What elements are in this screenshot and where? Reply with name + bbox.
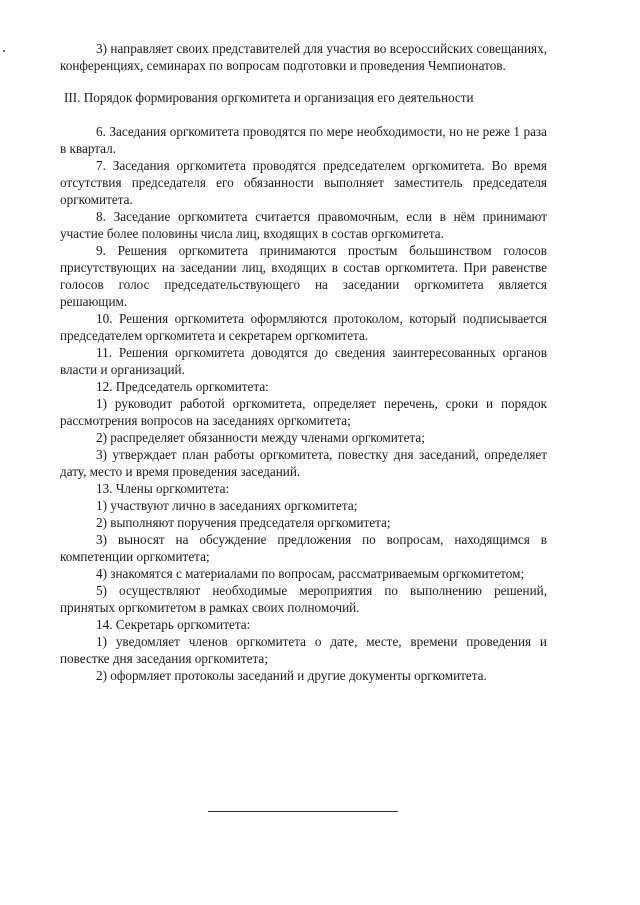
paragraph-12-item-3: 3) утверждает план работы оргкомитета, повестку дня заседаний, определяет дату, место и время проведения заседаний. — [60, 447, 547, 479]
paragraph-13-item-2: 2) выполняют поручения председателя оргкомитета; — [96, 515, 391, 530]
paragraph-14-item-2: 2) оформляет протоколы заседаний и другие документы оргкомитета. — [96, 668, 487, 683]
paragraph-7: 7. Заседания оргкомитета проводятся председателем оргкомитета. Во время отсутствия председателя его обязанности выполняет заместитель председателя оргкомитета. — [60, 158, 547, 207]
paragraph-12-item-1: 1) руководит работой оргкомитета, определяет перечень, сроки и порядок рассмотрения вопросов на заседаниях оргкомитета; — [60, 396, 547, 428]
paragraph-13-item-1: 1) участвуют лично в заседаниях оргкомитета; — [96, 498, 358, 513]
paragraph-10: 10. Решения оргкомитета оформляются протоколом, который подписывается председателем оргкомитета и секретарем оргкомитета. — [60, 311, 547, 343]
section-heading: III. Порядок формирования оргкомитета и организация его деятельности — [64, 90, 474, 105]
paragraph-13-item-3: 3) выносят на обсуждение предложения по вопросам, находящимся в компетенции оргкомитета; — [60, 532, 547, 564]
paragraph-13-item-5: 5) осуществляют необходимые мероприятия по выполнению решений, принятых оргкомитетом в рамках своих полномочий. — [60, 583, 547, 615]
paragraph-13-heading: 13. Члены оргкомитета: — [96, 481, 230, 496]
document-page — [60, 40, 547, 684]
scan-speck — [3, 50, 5, 52]
paragraph-13-item-4: 4) знакомятся с материалами по вопросам, рассматриваемым оргкомитетом; — [96, 566, 525, 581]
paragraph-14-heading: 14. Секретарь оргкомитета: — [96, 617, 251, 632]
paragraph-8: 8. Заседание оргкомитета считается правомочным, если в нём принимают участие более половины числа лиц, входящих в состав оргкомитета. — [60, 209, 547, 241]
end-divider-line — [208, 811, 398, 812]
paragraph-9: 9. Решения оргкомитета принимаются простым большинством голосов присутствующих на заседании лиц, входящих в состав оргкомитета. При равенстве голосов голос председательствующего на заседании оргкомитета является решающим. — [60, 243, 547, 309]
paragraph-item-3: 3) направляет своих представителей для участия во всероссийских совещаниях, конференциях, семинарах по вопросам подготовки и проведения Чемпионатов. — [60, 41, 547, 73]
section-body — [60, 123, 547, 684]
paragraph-12-item-2: 2) распределяет обязанности между членами оргкомитета; — [96, 430, 425, 445]
paragraph-12-heading: 12. Председатель оргкомитета: — [96, 379, 269, 394]
paragraph-6: 6. Заседания оргкомитета проводятся по мере необходимости, но не реже 1 раза в квартал. — [60, 124, 547, 156]
paragraph-11: 11. Решения оргкомитета доводятся до сведения заинтересованных органов власти и организаций. — [60, 345, 547, 377]
paragraph-14-item-1: 1) уведомляет членов оргкомитета о дате, месте, времени проведения и повестке дня заседания оргкомитета; — [60, 634, 547, 666]
